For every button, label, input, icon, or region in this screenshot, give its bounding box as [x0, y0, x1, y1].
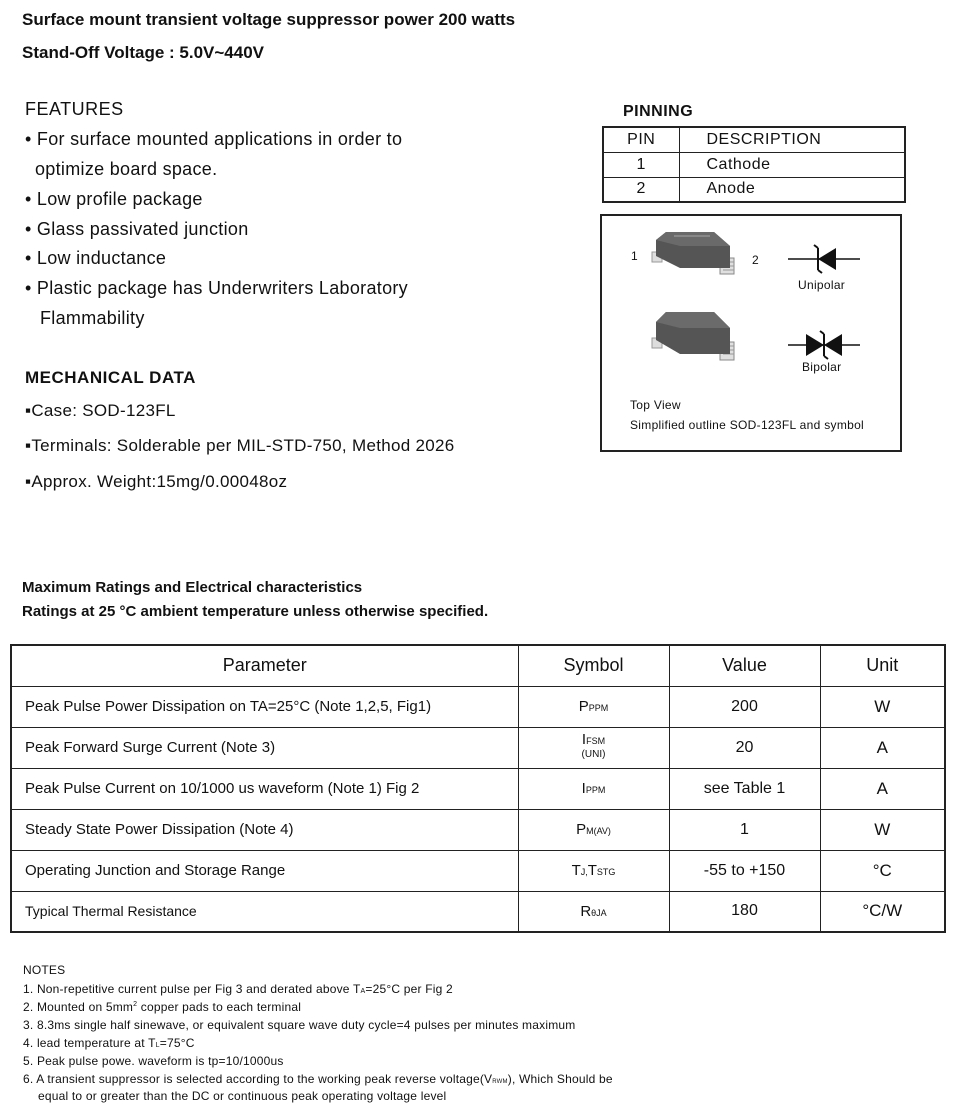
table-row	[603, 177, 905, 202]
symbol-subscript: PPM	[585, 785, 606, 795]
symbol-letter: T	[571, 862, 581, 879]
table-row	[11, 809, 945, 850]
pin1-label: 1	[631, 249, 638, 263]
feature-item: optimize board space.	[35, 159, 218, 179]
pin-header: PIN	[603, 127, 679, 152]
symbol-letter: P	[578, 698, 589, 715]
parameter-cell: Peak Pulse Power Dissipation on TA=25°C (Note 1,2,5, Fig1)	[11, 686, 518, 727]
value-cell: -55 to +150	[669, 850, 820, 891]
unipolar-diode-icon	[788, 244, 860, 274]
note-6-continued: equal to or greater than the DC or continuous peak operating voltage level	[38, 1089, 447, 1103]
standoff-voltage: Stand-Off Voltage : 5.0V~440V	[22, 43, 265, 62]
pinning-heading: PINNING	[623, 103, 694, 120]
parameter-cell: Peak Forward Surge Current (Note 3)	[11, 727, 518, 768]
ratings-table	[10, 644, 946, 933]
note-subscript: A	[360, 988, 366, 995]
value-cell: 1	[669, 809, 820, 850]
feature-item: • Glass passivated junction	[25, 219, 249, 239]
note-4	[23, 1036, 195, 1050]
note-2	[23, 1000, 301, 1014]
note-text: 6. A transient suppressor is selected according to the working peak reverse voltage(V	[23, 1072, 493, 1086]
table-row	[11, 686, 945, 727]
note-text: =75°C	[159, 1036, 195, 1050]
symbol-header: Symbol	[518, 645, 669, 686]
ratings-title: Maximum Ratings and Electrical characteristics	[22, 579, 363, 596]
pin-description: Cathode	[679, 152, 905, 177]
parameter-cell: Steady State Power Dissipation (Note 4)	[11, 809, 518, 850]
feature-item: • Plastic package has Underwriters Laboratory	[25, 278, 408, 298]
parameter-cell: Operating Junction and Storage Range	[11, 850, 518, 891]
parameter-cell: Typical Thermal Resistance	[11, 891, 518, 932]
note-text: =25°C per Fig 2	[365, 982, 453, 996]
value-cell: 20	[669, 727, 820, 768]
bipolar-label: Bipolar	[802, 360, 842, 374]
table-header-row	[11, 645, 945, 686]
symbol-subscript: θJA	[591, 907, 607, 918]
symbol-cell	[518, 809, 669, 850]
symbol-subscript: FSM	[586, 736, 606, 746]
note-1	[23, 982, 453, 996]
parameter-header: Parameter	[11, 645, 518, 686]
mechanical-item: ▪Terminals: Solderable per MIL-STD-750, Method 2026	[25, 436, 455, 455]
value-cell: 200	[669, 686, 820, 727]
symbol-subscript-2: STG	[596, 867, 616, 877]
note-5: 5. Peak pulse powe. waveform is tp=10/1000us	[23, 1054, 284, 1068]
symbol-cell	[518, 768, 669, 809]
table-row	[603, 127, 905, 152]
table-row	[11, 891, 945, 932]
unit-cell: °C	[820, 850, 945, 891]
unit-cell: W	[820, 686, 945, 727]
unit-cell: W	[820, 809, 945, 850]
ratings-subtitle: Ratings at 25 °C ambient temperature unless otherwise specified.	[22, 603, 489, 620]
page-title: Surface mount transient voltage suppressor power 200 watts	[22, 10, 516, 29]
table-row	[603, 152, 905, 177]
notes-heading: NOTES	[23, 963, 66, 977]
table-row	[11, 727, 945, 768]
feature-item: • Low profile package	[25, 189, 203, 209]
unit-cell: A	[820, 727, 945, 768]
features-heading: FEATURES	[25, 99, 124, 119]
pin-description: Anode	[679, 177, 905, 202]
note-subscript: L	[155, 1042, 160, 1049]
value-header: Value	[669, 645, 820, 686]
note-text: ), Which Should be	[507, 1072, 613, 1086]
note-text: 4. lead temperature at T	[23, 1036, 156, 1050]
symbol-letter: I	[581, 780, 586, 797]
symbol-letter: I	[581, 731, 587, 748]
outline-caption: Simplified outline SOD-123FL and symbol	[630, 418, 865, 432]
symbol-subscript: M(AV)	[586, 826, 611, 836]
value-cell: 180	[669, 891, 820, 932]
parameter-cell: Peak Pulse Current on 10/1000 us waveform (Note 1) Fig 2	[11, 768, 518, 809]
table-row	[11, 850, 945, 891]
unipolar-label: Unipolar	[798, 278, 846, 292]
note-subscript: RWM	[492, 1079, 508, 1085]
unit-cell: A	[820, 768, 945, 809]
symbol-letter: R	[580, 902, 592, 920]
pin-number: 1	[603, 152, 679, 177]
unit-cell: °C/W	[820, 891, 945, 932]
symbol-subscript: J,	[580, 867, 588, 877]
symbol-letter: P	[576, 821, 587, 838]
feature-item: • Low inductance	[25, 248, 167, 268]
note-6	[23, 1072, 613, 1086]
pin2-label: 2	[752, 253, 759, 267]
top-view-label: Top View	[630, 398, 681, 412]
unit-header: Unit	[820, 645, 945, 686]
feature-item: • For surface mounted applications in order to	[25, 129, 403, 149]
symbol-letter-2: T	[587, 862, 597, 879]
symbol-subscript-uni: (UNI)	[581, 749, 606, 760]
note-text: copper pads to each terminal	[137, 1000, 302, 1014]
pinning-table	[602, 126, 906, 203]
pin-number: 2	[603, 177, 679, 202]
description-header: DESCRIPTION	[679, 127, 905, 152]
value-cell: see Table 1	[669, 768, 820, 809]
symbol-cell	[518, 686, 669, 727]
mechanical-item: ▪Case: SOD-123FL	[25, 401, 176, 420]
note-3: 3. 8.3ms single half sinewave, or equivalent square wave duty cycle=4 pulses per minutes maximum	[23, 1018, 576, 1032]
package-top-view-icon	[648, 228, 742, 280]
mechanical-heading: MECHANICAL DATA	[25, 368, 196, 387]
note-text: 2. Mounted on 5mm	[23, 1000, 134, 1014]
note-text: 1. Non-repetitive current pulse per Fig 3 and derated above T	[23, 982, 361, 996]
symbol-cell	[518, 891, 669, 932]
note-superscript: 2	[133, 1001, 138, 1008]
symbol-cell	[518, 727, 669, 768]
package-outline-box	[600, 214, 902, 452]
table-row	[11, 768, 945, 809]
feature-item: Flammability	[40, 308, 145, 328]
mechanical-item: ▪Approx. Weight:15mg/0.00048oz	[25, 472, 288, 491]
symbol-subscript: PPM	[588, 703, 609, 713]
symbol-cell	[518, 850, 669, 891]
package-angled-view-icon	[648, 308, 742, 366]
bipolar-diode-icon	[788, 330, 860, 360]
